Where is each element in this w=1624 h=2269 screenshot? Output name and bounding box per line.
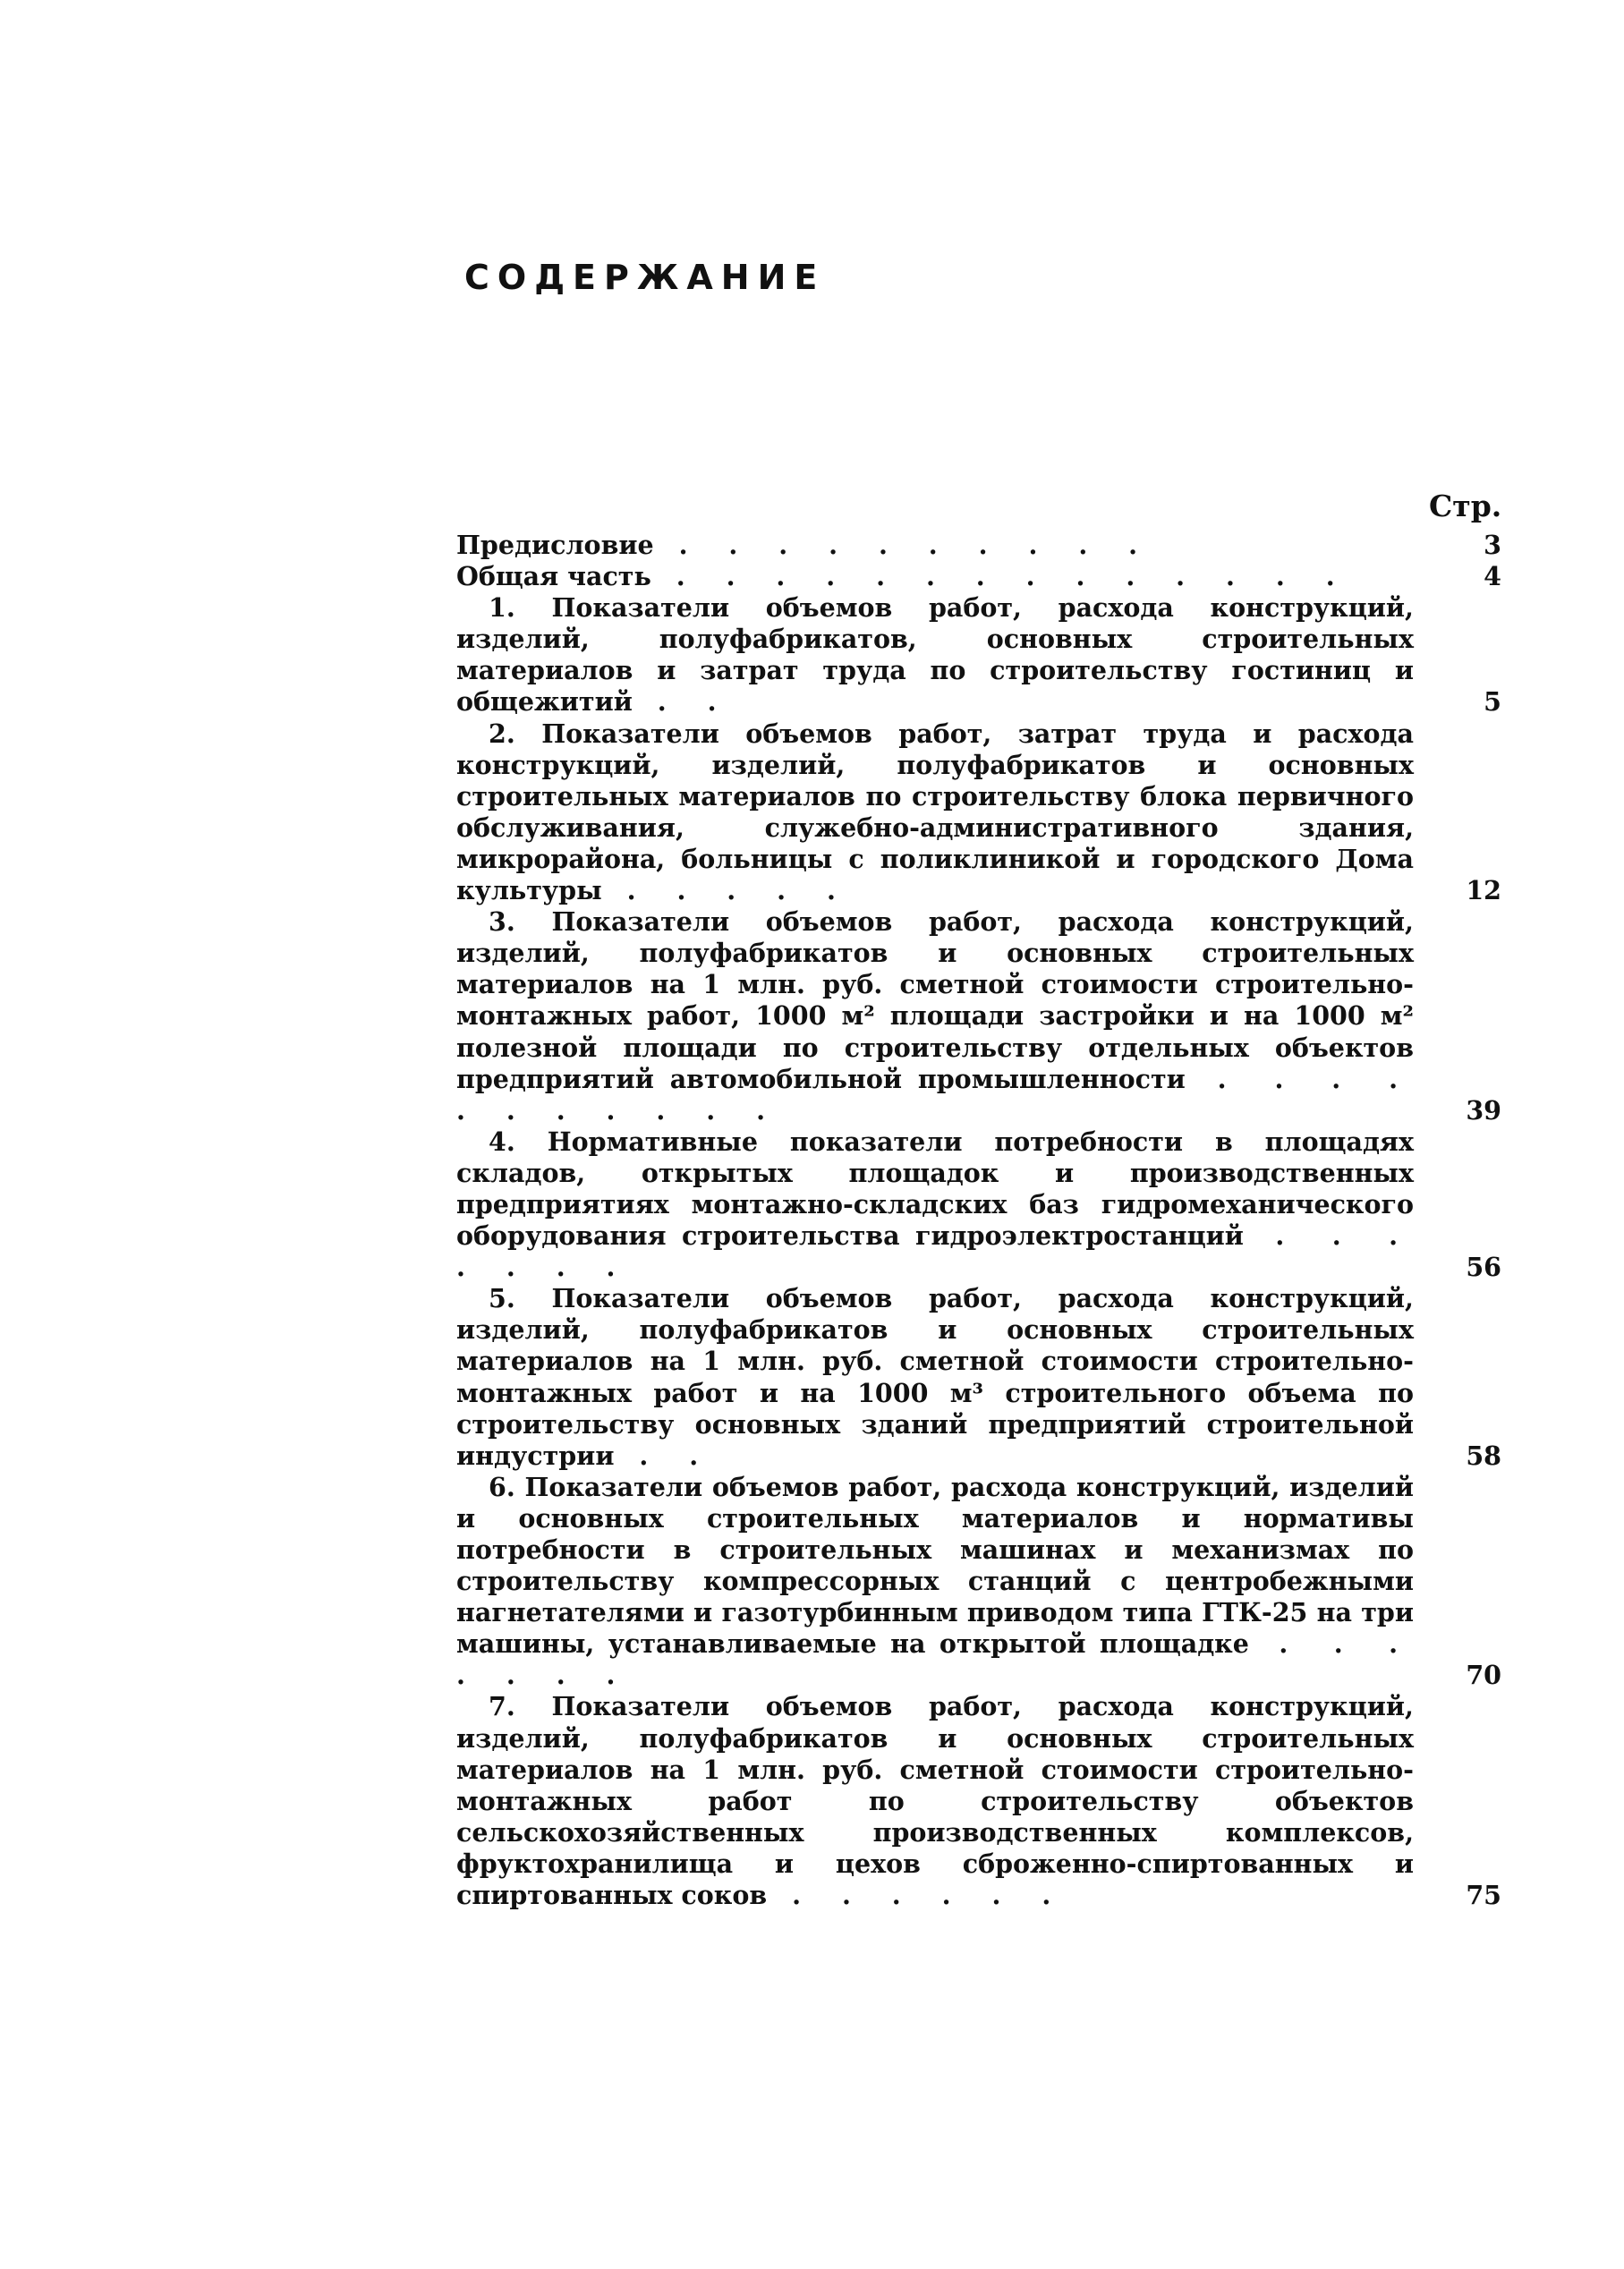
toc-entry-text: 5. Показатели объемов работ, расхода конструкций, изделий, полуфабрикатов и основных строительных материалов на 1 млн. руб. сметной стоимости строительно-монтажных работ и на 1000 м³ строительного объема по строительству основных зданий предприятий строительной индустрии . . bbox=[456, 1283, 1414, 1471]
toc-entry-text: 4. Нормативные показатели потребности в площадях складов, открытых площадок и производственных предприятиях монтажно-складских баз гидромеханического оборудования строительства гидроэлектростанций . . . . . . . bbox=[456, 1126, 1414, 1283]
toc-entry-1 bbox=[456, 592, 1501, 718]
page-title: СОДЕРЖАНИЕ bbox=[464, 258, 826, 297]
toc-page-number: 12 bbox=[1466, 875, 1501, 906]
toc-page-number: 4 bbox=[1484, 561, 1501, 592]
toc-entry-7 bbox=[456, 1691, 1501, 1911]
toc-entry-title: Показатели объемов работ, расхода конструкций, изделий, полуфабрикатов и основных строительных материалов на 1 млн. руб. сметной стоимости строительно-монтажных работ и на 1000 м³ строительного объема по строительству основных зданий предприятий строительной индустрии bbox=[456, 1283, 1414, 1471]
toc-entry-number: 3. bbox=[489, 906, 515, 938]
toc-entry-2 bbox=[456, 718, 1501, 907]
toc-entry-title: Предисловие bbox=[456, 530, 654, 560]
toc-entry-text: Предисловие . . . . . . . . . . bbox=[456, 530, 1154, 560]
toc-entry-title: Показатели объемов работ, расхода конструкций, изделий и основных строительных материалов и нормативы потребности в строительных машинах и механизмах по строительству компрессорных станций с центробежными нагнетателями и газотурбинным приводом типа ГТК-25 на три машины, устанавливаемые на открытой площадке bbox=[456, 1471, 1414, 1660]
toc-entry-text: 1. Показатели объемов работ, расхода конструкций, изделий, полуфабрикатов, основных строительных материалов и затрат труда по строительству гостиниц и общежитий . . bbox=[456, 592, 1414, 718]
toc-entry-number: 6. bbox=[489, 1471, 515, 1502]
toc-entry-preface bbox=[456, 530, 1501, 561]
toc-entry-6 bbox=[456, 1472, 1501, 1692]
toc-page-number: 75 bbox=[1466, 1880, 1501, 1911]
toc-entry-number: 7. bbox=[489, 1691, 515, 1722]
toc-entry-number: 5. bbox=[489, 1283, 515, 1314]
toc-entry-text: 6. Показатели объемов работ, расхода конструкций, изделий и основных строительных материалов и нормативы потребности в строительных машинах и механизмах по строительству компрессорных станций с центробежными нагнетателями и газотурбинным приводом типа ГТК-25 на три машины, устанавливаемые на открытой площадке . . . . . . . bbox=[456, 1471, 1414, 1691]
toc-entry-text: 3. Показатели объемов работ, расхода конструкций, изделий, полуфабрикатов и основных строительных материалов на 1 млн. руб. сметной стоимости строительно-монтажных работ, 1000 м² площади застройки и на 1000 м² полезной площади по строительству отдельных объектов предприятий автомобильной промышленности . . . . . . . . . . . bbox=[456, 906, 1414, 1126]
toc-entry-title: Показатели объемов работ, расхода конструкций, изделий, полуфабрикатов и основных строительных материалов на 1 млн. руб. сметной стоимости строительно-монтажных работ по строительству объектов сельскохозяйственных производственных комплексов, фруктохранилища и цехов сброженно-спиртованных и спиртованных соков bbox=[456, 1691, 1414, 1911]
toc-page-number: 39 bbox=[1466, 1094, 1501, 1126]
toc-entry-text: 7. Показатели объемов работ, расхода конструкций, изделий, полуфабрикатов и основных строительных материалов на 1 млн. руб. сметной стоимости строительно-монтажных работ по строительству объектов сельскохозяйственных производственных комплексов, фруктохранилища и цехов сброженно-спиртованных и спиртованных соков . . . . . . bbox=[456, 1691, 1414, 1911]
table-of-contents bbox=[456, 530, 1501, 1911]
toc-entry-number: 1. bbox=[489, 592, 515, 624]
toc-entry-title: Показатели объемов работ, расхода конструкций, изделий, полуфабрикатов, основных строительных материалов и затрат труда по строительству гостиниц и общежитий bbox=[456, 592, 1414, 718]
toc-entry-general bbox=[456, 561, 1501, 592]
toc-entry-title: Показатели объемов работ, затрат труда и расхода конструкций, изделий, полуфабрикатов и основных строительных материалов по строительству блока первичного обслуживания, служебно-административного здания, микрорайона, больницы с поликлиникой и городского Дома культуры bbox=[456, 718, 1414, 906]
toc-page-number: 70 bbox=[1466, 1660, 1501, 1691]
toc-page-number: 3 bbox=[1484, 530, 1501, 560]
toc-page-number: 58 bbox=[1466, 1440, 1501, 1471]
toc-entry-4 bbox=[456, 1126, 1501, 1283]
page-column-label: Стр. bbox=[1429, 489, 1502, 523]
toc-entry-title: Показатели объемов работ, расхода конструкций, изделий, полуфабрикатов и основных строительных материалов на 1 млн. руб. сметной стоимости строительно-монтажных работ, 1000 м² площади застройки и на 1000 м² полезной площади по строительству отдельных объектов предприятий автомобильной промышленности bbox=[456, 906, 1414, 1094]
toc-entry-number: 4. bbox=[489, 1126, 515, 1157]
toc-entry-5 bbox=[456, 1283, 1501, 1472]
toc-page-number: 5 bbox=[1484, 686, 1501, 718]
toc-entry-title: Общая часть bbox=[456, 561, 651, 592]
toc-entry-text: Общая часть . . . . . . . . . . . . . . bbox=[456, 561, 1351, 592]
toc-entry-3 bbox=[456, 906, 1501, 1126]
toc-entry-number: 2. bbox=[489, 718, 515, 749]
toc-entry-title: Нормативные показатели потребности в площадях складов, открытых площадок и производственных предприятиях монтажно-складских баз гидромеханического оборудования строительства гидроэлектростанций bbox=[456, 1126, 1414, 1252]
toc-entry-text: 2. Показатели объемов работ, затрат труда и расхода конструкций, изделий, полуфабрикатов и основных строительных материалов по строительству блока первичного обслуживания, служебно-административного здания, микрорайона, больницы с поликлиникой и городского Дома культуры . . . . . bbox=[456, 718, 1414, 906]
toc-page-number: 56 bbox=[1466, 1252, 1501, 1283]
